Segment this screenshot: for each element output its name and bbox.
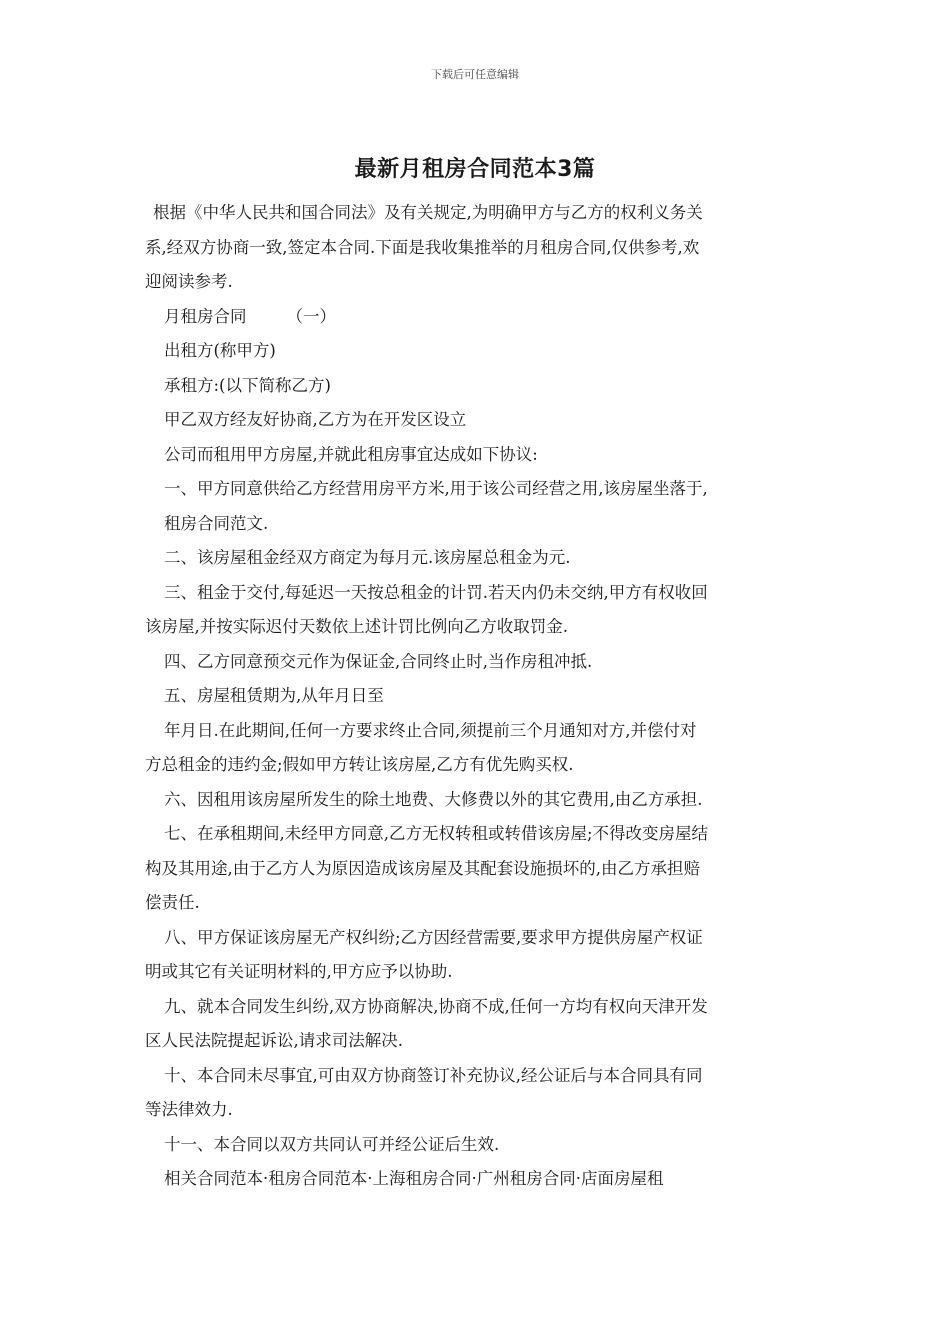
clause-9 (145, 990, 810, 1059)
clause-line: 十、本合同未尽事宜,可由双方协商签订补充协议,经公证后与本合同具有同 (164, 1065, 703, 1085)
section-number: （一） (286, 306, 336, 326)
clause-3 (145, 576, 810, 645)
clause-4: 四、乙方同意预交元作为保证金,合同终止时,当作房租冲抵. (164, 651, 593, 671)
document-body (145, 196, 810, 1197)
related-templates: 相关合同范本·租房合同范本·上海租房合同·广州租房合同·店面房屋租 (164, 1169, 664, 1188)
section-title: 月租房合同 (164, 306, 247, 326)
intro-line: 迎阅读参考. (145, 272, 233, 291)
clause-line: 方总租金的违约金;假如甲方转让该房屋,乙方有优先购买权. (145, 755, 574, 774)
clause-line: 一、甲方同意供给乙方经营用房平方米,用于该公司经营之用,该房屋坐落于, (164, 479, 708, 498)
page-header-note: 下载后可任意编辑 (431, 68, 519, 81)
preamble-line: 公司而租用甲方房屋,并就此租房事宜达成如下协议: (164, 444, 538, 464)
section-heading (145, 300, 810, 335)
clause-7 (145, 817, 810, 921)
intro-paragraph (145, 196, 810, 300)
clause-6: 六、因租用该房屋所发生的除土地费、大修费以外的其它费用,由乙方承担. (164, 789, 703, 809)
clause-11: 十一、本合同以双方共同认可并经公证后生效. (164, 1134, 500, 1154)
lessee-line: 承租方:(以下简称乙方) (164, 375, 331, 395)
document-title: 最新月租房合同范本3篇 (354, 157, 596, 182)
clause-line: 七、在承租期间,未经甲方同意,乙方无权转租或转借该房屋;不得改变房屋结 (164, 824, 709, 843)
clause-5: 五、房屋租赁期为,从年月日至 (164, 686, 384, 705)
intro-line: 根据《中华人民共和国合同法》及有关规定,为明确甲方与乙方的权利义务关 (153, 203, 703, 222)
clause-line: 租房合同范文. (164, 513, 269, 533)
clause-line: 明或其它有关证明材料的,甲方应予以协助. (145, 962, 453, 981)
preamble-line: 甲乙双方经友好协商,乙方为在开发区设立 (164, 410, 467, 429)
clause-line: 年月日.在此期间,任何一方要求终止合同,须提前三个月通知对方,并偿付对 (164, 720, 697, 740)
intro-line: 系,经双方协商一致,签定本合同.下面是我收集推举的月租房合同,仅供参考,欢 (145, 237, 700, 257)
clause-10 (145, 1059, 810, 1128)
lessor-line: 出租方(称甲方) (164, 341, 276, 360)
clause-line: 构及其用途,由于乙方人为原因造成该房屋及其配套设施损坏的,由乙方承担赔 (145, 858, 700, 878)
clause-line: 该房屋,并按实际迟付天数依上述计罚比例向乙方收取罚金. (145, 617, 568, 636)
clause-1 (145, 472, 810, 541)
clause-line: 八、甲方保证该房屋无产权纠纷;乙方因经营需要,要求甲方提供房屋产权证 (164, 927, 703, 947)
clause-5-continued (145, 714, 810, 783)
clause-8 (145, 921, 810, 990)
clause-line: 区人民法院提起诉讼,请求司法解决. (145, 1031, 403, 1050)
clause-line: 三、租金于交付,每延迟一天按总租金的计罚.若天内仍未交纳,甲方有权收回 (164, 582, 708, 602)
clause-line: 等法律效力. (145, 1100, 233, 1119)
clause-line: 偿责任. (145, 893, 200, 912)
clause-line: 九、就本合同发生纠纷,双方协商解决,协商不成,任何一方均有权向天津开发 (164, 996, 708, 1016)
clause-2: 二、该房屋租金经双方商定为每月元.该房屋总租金为元. (164, 548, 571, 567)
